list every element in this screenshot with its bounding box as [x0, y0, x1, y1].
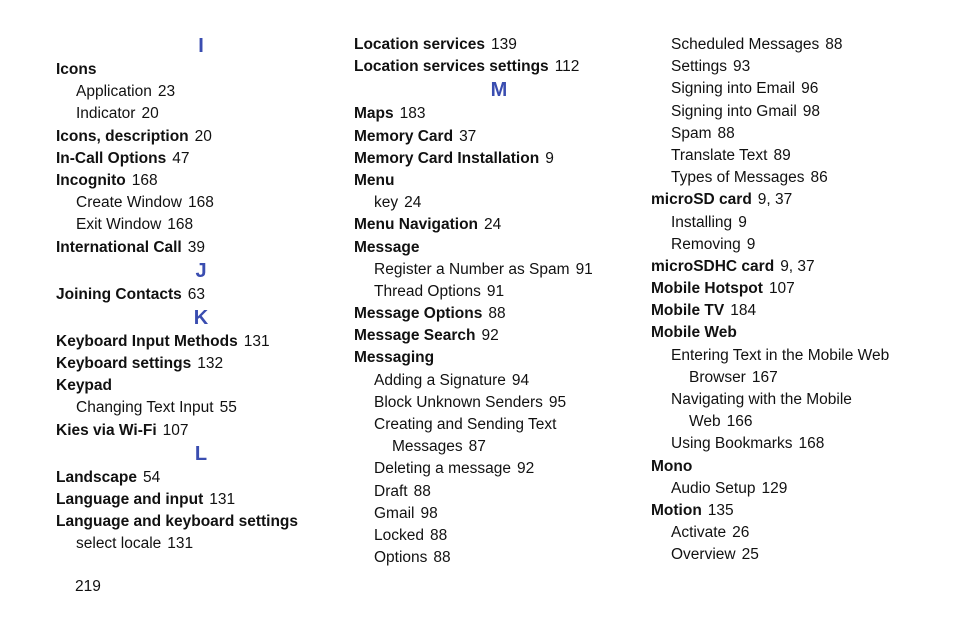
index-term: Landscape [56, 468, 137, 486]
index-term: Message [354, 238, 420, 256]
index-term: Translate Text [671, 146, 768, 164]
index-entry [56, 511, 346, 533]
index-page-ref: 9, 37 [780, 257, 815, 275]
index-entry [56, 467, 346, 489]
index-page-ref: 107 [768, 280, 795, 298]
index-letter-heading: J [195, 259, 207, 282]
index-letter-heading: M [490, 79, 508, 102]
index-entry [651, 189, 941, 211]
index-page-ref: 139 [490, 36, 517, 53]
index-subentry [651, 433, 941, 455]
index-term: Spam [671, 124, 712, 142]
index-term: Settings [671, 58, 728, 76]
index-page-ref: 87 [468, 438, 486, 456]
index-entry [354, 34, 644, 56]
index-term: key [374, 194, 399, 212]
index-page-ref: 107 [162, 421, 189, 439]
index-page-ref: 168 [167, 216, 194, 234]
index-letter-heading: K [193, 306, 209, 329]
index-term: Removing [671, 235, 741, 253]
index-page-ref: 131 [167, 535, 194, 553]
index-subentry [651, 389, 941, 411]
index-page-ref: 86 [810, 169, 828, 187]
index-subentry [56, 103, 346, 125]
index-subentry [354, 525, 644, 547]
index-subentry [651, 145, 941, 167]
index-term: Entering Text in the Mobile Web [671, 346, 890, 364]
index-term: Memory Card Installation [354, 149, 540, 167]
index-letter-heading: L [194, 442, 208, 465]
index-term: Keyboard settings [56, 355, 192, 373]
index-term: Messaging [354, 349, 435, 367]
index-term: Keyboard Input Methods [56, 332, 238, 350]
index-term: Menu Navigation [354, 216, 479, 234]
index-term: Register a Number as Spam [374, 260, 570, 278]
index-term: Language and input [56, 491, 204, 508]
index-term: Overview [671, 546, 736, 564]
index-page-ref: 98 [802, 102, 821, 120]
index-page-ref: 92 [517, 460, 535, 478]
index-subentry [354, 370, 644, 392]
index-page-ref: 96 [801, 80, 819, 98]
index-term: Thread Options [374, 282, 481, 300]
index-page-ref: 47 [172, 149, 190, 167]
index-page-ref: 184 [730, 302, 757, 320]
index-term: International Call [56, 238, 182, 256]
index-entry [354, 170, 644, 192]
index-page-ref: 88 [429, 526, 448, 544]
index-term: Mobile Hotspot [651, 280, 763, 298]
index-subentry [651, 167, 941, 189]
index-entry [56, 331, 346, 353]
index-term: Motion [651, 501, 702, 519]
index-page-ref: 63 [187, 285, 205, 303]
index-page-ref: 54 [142, 468, 161, 486]
index-term: Maps [354, 105, 394, 123]
index-page-ref: 183 [399, 105, 426, 123]
index-entry [56, 126, 346, 148]
index-term: Menu [354, 171, 395, 189]
index-term: Web [689, 413, 721, 431]
index-column-1 [56, 34, 346, 556]
index-subentry [651, 367, 941, 389]
index-page-ref: 88 [433, 549, 451, 567]
index-subentry [56, 214, 346, 236]
index-entry [56, 284, 346, 306]
index-entry [56, 420, 346, 442]
index-term: Signing into Gmail [671, 102, 797, 120]
index-term: Message Search [354, 327, 476, 345]
index-entry [651, 256, 941, 278]
index-entry [354, 347, 644, 369]
index-page-ref: 25 [741, 546, 759, 564]
index-term: Create Window [76, 194, 182, 212]
index-term: Icons, description [56, 127, 189, 145]
index-term: Exit Window [76, 216, 162, 234]
index-column-3 [651, 34, 941, 567]
index-page-ref: 88 [825, 36, 843, 53]
index-term: Location services [354, 36, 485, 53]
index-page-ref: 132 [197, 355, 224, 373]
index-subentry [651, 478, 941, 500]
index-term: Changing Text Input [76, 399, 214, 417]
index-subentry [354, 281, 644, 303]
index-letter-heading: I [198, 35, 204, 57]
index-entry [651, 322, 941, 344]
index-term: microSDHC card [651, 257, 775, 275]
index-term: Kies via Wi-Fi [56, 421, 157, 439]
index-term: Scheduled Messages [671, 36, 820, 53]
index-subentry [354, 547, 644, 569]
index-term: Deleting a message [374, 460, 511, 478]
index-entry [651, 278, 941, 300]
index-subentry [651, 34, 941, 56]
index-term: Types of Messages [671, 169, 805, 187]
index-entry [56, 59, 346, 81]
index-page-ref: 92 [481, 327, 499, 345]
index-page-ref: 26 [732, 524, 750, 542]
index-subentry [651, 234, 941, 256]
index-entry [56, 489, 346, 511]
index-entry [56, 237, 346, 259]
index-subentry [651, 56, 941, 78]
index-term: Mono [651, 457, 693, 475]
index-term: Signing into Email [671, 80, 796, 98]
index-page-ref: 98 [420, 504, 438, 522]
index-entry [354, 56, 644, 78]
index-term: Draft [374, 482, 408, 500]
index-page-ref: 88 [717, 124, 735, 142]
index-subentry [354, 392, 644, 414]
index-term: Message Options [354, 305, 483, 323]
index-entry [354, 103, 644, 125]
index-term: Installing [671, 213, 733, 231]
index-page-ref: 91 [575, 260, 593, 278]
index-page-ref: 95 [548, 393, 567, 411]
index-term: Incognito [56, 171, 126, 189]
index-term: In-Call Options [56, 149, 167, 167]
index-page-ref: 89 [773, 146, 791, 164]
index-subentry [56, 533, 346, 555]
index-subentry [354, 192, 644, 214]
index-page-ref: 20 [141, 105, 159, 123]
index-term: Keypad [56, 377, 112, 395]
index-term: Locked [374, 526, 424, 544]
index-term: microSD card [651, 191, 752, 209]
index-page-ref: 131 [243, 332, 270, 350]
index-term: Block Unknown Senders [374, 393, 543, 411]
index-subentry [651, 101, 941, 123]
index-term: Mobile Web [651, 324, 737, 342]
index-page-ref: 166 [726, 413, 753, 431]
index-entry [354, 303, 644, 325]
index-page-ref: 167 [751, 368, 778, 386]
index-term: Language and keyboard settings [56, 513, 299, 531]
index-page-ref: 55 [219, 399, 237, 417]
index-term: Using Bookmarks [671, 435, 793, 453]
index-subentry [56, 397, 346, 419]
index-page-ref: 168 [187, 194, 214, 212]
index-subentry [56, 192, 346, 214]
index-page-ref: 20 [194, 127, 212, 145]
index-page-ref: 112 [554, 58, 580, 76]
index-page-ref: 88 [488, 305, 506, 323]
index-page-ref: 131 [209, 491, 236, 508]
index-page-ref: 168 [131, 171, 158, 189]
index-subentry [651, 78, 941, 100]
index-page-ref: 9 [545, 149, 554, 167]
index-term: select locale [76, 535, 162, 553]
index-term: Memory Card [354, 127, 454, 145]
index-subentry [651, 212, 941, 234]
index-page-ref: 93 [733, 58, 751, 76]
index-entry [354, 126, 644, 148]
index-column-2 [354, 34, 644, 569]
index-page-ref: 39 [187, 238, 205, 256]
index-subentry [651, 123, 941, 145]
index-term: Creating and Sending Text [374, 416, 557, 433]
index-subentry [651, 544, 941, 566]
index-entry [56, 353, 346, 375]
index-subentry [651, 345, 941, 367]
index-term: Options [374, 549, 428, 567]
index-entry [651, 300, 941, 322]
index-entry [651, 500, 941, 522]
index-term: Icons [56, 61, 97, 78]
index-entry [56, 375, 346, 397]
index-page-ref: 23 [157, 83, 176, 101]
index-term: Joining Contacts [56, 285, 182, 303]
index-page-ref: 24 [404, 194, 422, 212]
index-page-ref: 129 [761, 479, 788, 497]
index-page-ref: 135 [707, 501, 734, 519]
index-term: Audio Setup [671, 479, 756, 497]
index-term: Activate [671, 524, 727, 542]
index-subentry [354, 481, 644, 503]
index-entry [354, 325, 644, 347]
index-page-ref: 9 [738, 213, 747, 231]
index-subentry [354, 414, 644, 436]
index-page-ref: 9, 37 [757, 191, 793, 209]
page-number: 219 [75, 578, 101, 595]
index-entry [354, 148, 644, 170]
index-term: Indicator [76, 105, 136, 123]
index-entry [651, 456, 941, 478]
index-page-ref: 37 [459, 127, 477, 145]
index-term: Mobile TV [651, 302, 725, 320]
index-page-ref: 91 [486, 282, 505, 300]
index-term: Messages [392, 438, 463, 456]
index-term: Browser [689, 368, 746, 386]
index-term: Navigating with the Mobile [671, 391, 852, 408]
index-subentry [651, 411, 941, 433]
index-subentry [354, 503, 644, 525]
index-page-ref: 94 [511, 371, 530, 389]
index-term: Location services settings [354, 58, 549, 76]
index-subentry [354, 436, 644, 458]
index-subentry [651, 522, 941, 544]
index-page-ref: 88 [413, 482, 431, 500]
index-entry [56, 148, 346, 170]
index-term: Adding a Signature [374, 371, 506, 389]
index-term: Application [76, 83, 152, 101]
index-subentry [56, 81, 346, 103]
index-entry [354, 214, 644, 236]
index-page-ref: 168 [798, 435, 825, 453]
index-page-ref: 24 [484, 216, 502, 234]
index-subentry [354, 458, 644, 480]
index-entry [56, 170, 346, 192]
index-page-ref: 9 [746, 235, 756, 253]
index-term: Gmail [374, 504, 415, 522]
index-entry [354, 237, 644, 259]
index-subentry [354, 259, 644, 281]
